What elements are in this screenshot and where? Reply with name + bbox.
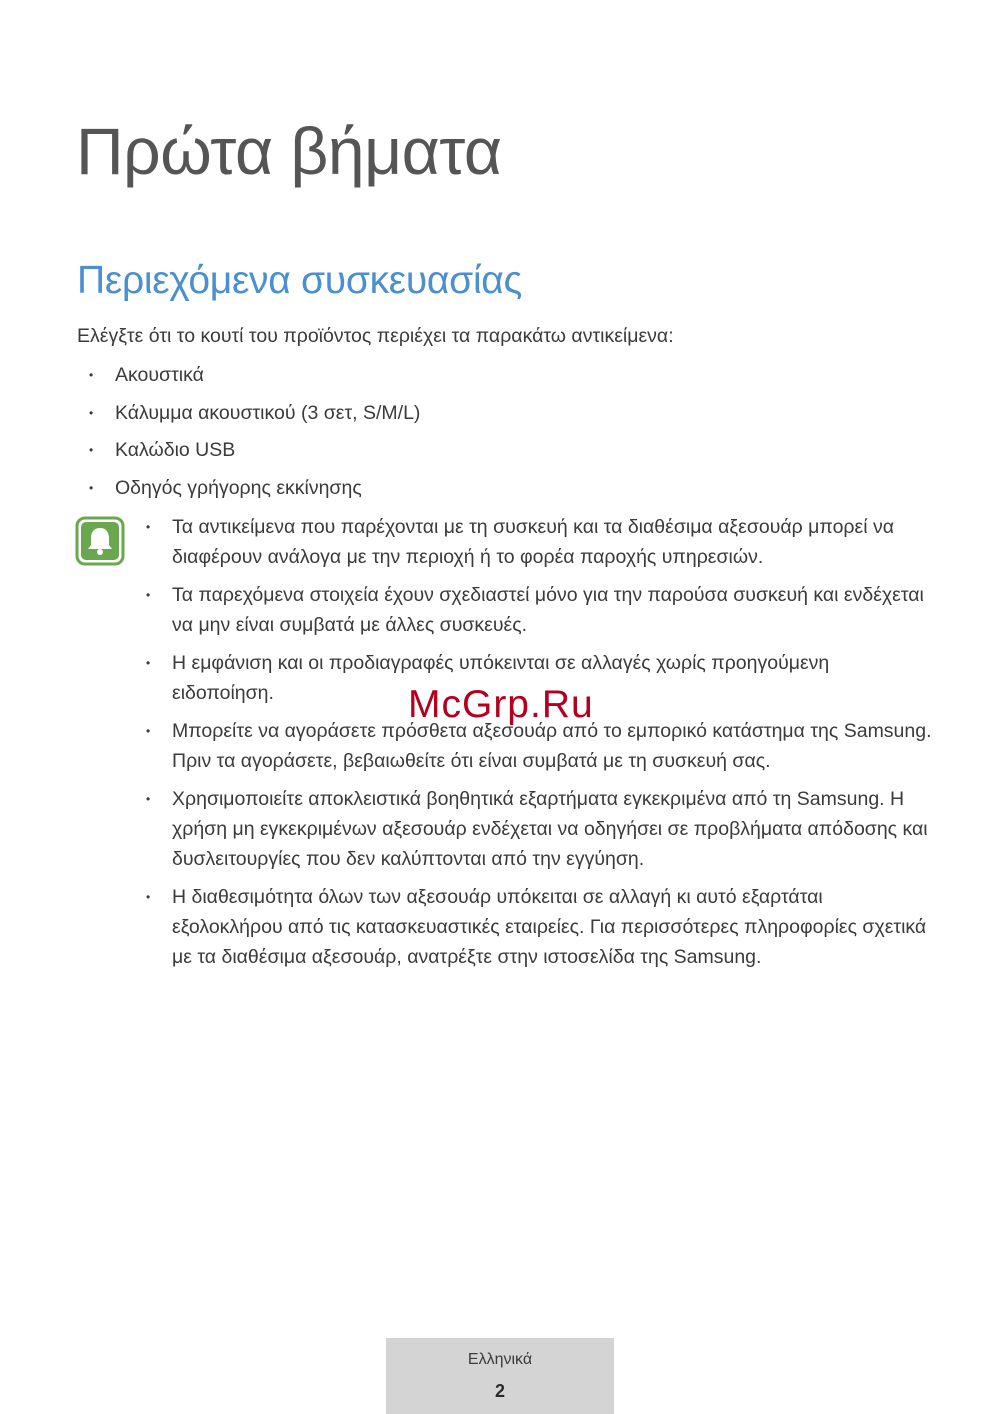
list-item-label: Καλώδιο USB xyxy=(115,439,236,461)
bullet: • xyxy=(89,368,94,382)
note-item xyxy=(142,580,932,640)
note-text: Τα αντικείμενα που παρέχονται με τη συσκευή και τα διαθέσιμα αξεσουάρ μπορεί να διαφέρουν ανάλογα με την περιοχή ή το φορέα παροχής υπηρεσιών. xyxy=(172,516,894,568)
list-item xyxy=(77,361,677,389)
notes-list xyxy=(142,512,932,980)
bullet: • xyxy=(146,724,151,738)
footer-language: Ελληνικά xyxy=(467,1351,533,1368)
bullet: • xyxy=(89,480,94,495)
bullet: • xyxy=(89,405,94,420)
bullet: • xyxy=(89,443,94,457)
list-item-label: Κάλυμμα ακουστικού (3 σετ, S/M/L) xyxy=(115,401,421,424)
package-contents-list xyxy=(77,361,677,511)
page-number: 2 xyxy=(494,1381,505,1401)
note-text: Χρησιμοποιείτε αποκλειστικά βοηθητικά εξαρτήματα εγκεκριμένα από τη Samsung. Η χρήση μη εγκεκριμένων αξεσουάρ ενδέχεται να οδηγήσει σε προβλήματα απόδοσης και δυσλειτουργίες που δεν καλύπτονται από την εγγύηση. xyxy=(172,788,928,870)
note-item xyxy=(142,784,932,874)
bullet: • xyxy=(146,588,151,602)
bullet: • xyxy=(146,792,151,806)
bullet: • xyxy=(146,890,151,904)
bullet: • xyxy=(146,520,151,534)
watermark: McGrp.Ru xyxy=(408,683,594,726)
list-item xyxy=(77,436,677,464)
note-item xyxy=(142,512,932,572)
bullet: • xyxy=(146,656,151,670)
note-text: Η διαθεσιμότητα όλων των αξεσουάρ υπόκειται σε αλλαγή κι αυτό εξαρτάται εξολοκλήρου από τις κατασκευαστικές εταιρείες. Για περισσότερες πληροφορίες σχετικά με τα διαθέσιμα αξεσουάρ, ανατρέξτε στην ιστοσελίδα της Samsung. xyxy=(172,886,927,968)
list-item xyxy=(77,474,677,502)
note-text: Τα παρεχόμενα στοιχεία έχουν σχεδιαστεί μόνο για την παρούσα συσκευή και ενδέχεται να μην είναι συμβατά με άλλες συσκευές. xyxy=(172,584,924,636)
section-title: Περιεχόμενα συσκευασίας xyxy=(77,259,523,302)
note-text: Μπορείτε να αγοράσετε πρόσθετα αξεσουάρ από το εμπορικό κατάστημα της Samsung. Πριν τα αγοράσετε, βεβαιωθείτε ότι είναι συμβατά με τη συσκευή σας. xyxy=(172,720,932,772)
list-item xyxy=(77,399,677,427)
note-item xyxy=(142,882,932,972)
page-footer xyxy=(386,1338,614,1414)
intro-text: Ελέγξτε ότι το κουτί του προϊόντος περιέχει τα παρακάτω αντικείμενα: xyxy=(77,325,674,347)
list-item-label: Οδηγός γρήγορης εκκίνησης xyxy=(115,476,362,499)
list-item-label: Ακουστικά xyxy=(115,364,204,386)
notification-bell-icon xyxy=(75,516,125,566)
page-title: Πρώτα βήματα xyxy=(76,114,502,188)
note-text: Η εμφάνιση και οι προδιαγραφές υπόκεινται σε αλλαγές χωρίς προηγούμενη ειδοποίηση. xyxy=(172,652,830,704)
